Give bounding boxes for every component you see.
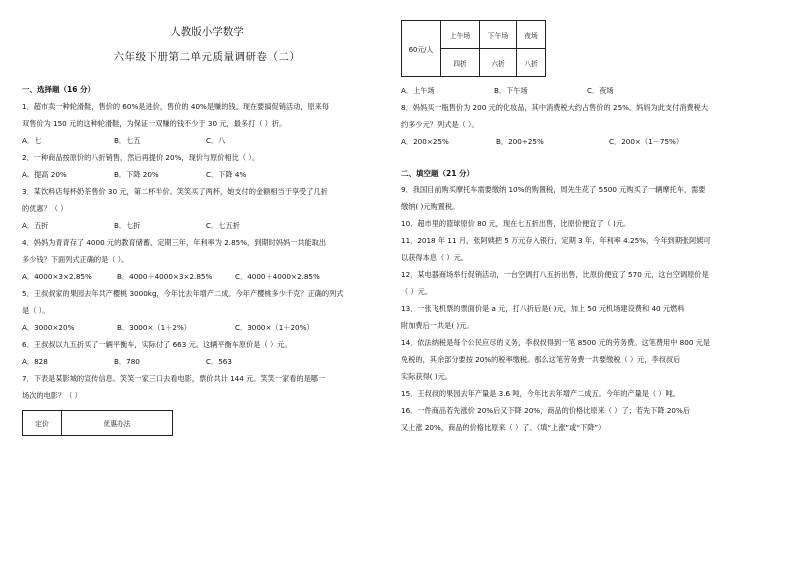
period-morning: 上午场 xyxy=(441,21,480,49)
question-text: 是（ ）。 xyxy=(22,306,50,315)
question-text: 9．我国目前购买摩托车需要缴纳 10%的购置税，周先生花了 5500 元购买了一辆摩托车，需要 xyxy=(401,185,706,194)
question-11 xyxy=(401,232,773,266)
question-text: 11．2018 年 11 月，张阿姨把 5 万元存入银行，定期 3 年，年利率 4.25%，今年到期张阿姨可 xyxy=(401,236,711,245)
question-text: 缴纳( )元购置税。 xyxy=(401,202,460,211)
cinema-price-table xyxy=(401,20,546,77)
question-2 xyxy=(22,149,392,183)
question-7-options xyxy=(401,82,773,99)
option-c: C．八 xyxy=(206,136,226,145)
question-10 xyxy=(401,215,773,232)
question-6 xyxy=(22,336,392,370)
question-text: 4．妈妈为青青存了 4000 元的教育储蓄，定期三年，年利率为 2.85%，到期时妈妈一共能取出 xyxy=(22,238,327,247)
question-text: 实际获得( )元。 xyxy=(401,372,453,381)
right-column xyxy=(401,20,773,436)
question-13 xyxy=(401,300,773,334)
question-text: 7．下表是某影城的宣传信息。笑笑一家三口去看电影，票价共计 144 元。笑笑一家看的是哪一 xyxy=(22,374,326,383)
question-text: 12．某电器商场举行促销活动，一台空调打八五折出售，比原价便宜了 570 元，这台空调原价是 xyxy=(401,270,709,279)
question-text: 多少钱？下面列式正确的是（ ）。 xyxy=(22,255,129,264)
option-a: A．上午场 xyxy=(401,86,435,95)
discount-morning: 四折 xyxy=(441,49,480,77)
option-b: B．3000×（1＋2%） xyxy=(117,323,191,332)
option-c: C．3000×（1＋20%） xyxy=(235,323,314,332)
period-night: 夜场 xyxy=(517,21,546,49)
option-c: C．563 xyxy=(206,357,232,366)
question-text: 2．一种商品按原价的八折销售，然后再提价 20%，现价与原价相比（ ）。 xyxy=(22,153,260,162)
option-a: A．828 xyxy=(22,357,48,366)
question-text: 免税的，其余部分要按 20%的税率缴税。那么这笔劳务费一共要缴税（ ）元，李叔叔后 xyxy=(401,355,681,364)
question-16 xyxy=(401,402,773,436)
question-text: 15．王叔叔的果园去年产量是 3.6 吨，今年比去年增产二成五。今年的产量是（ ）吨。 xyxy=(401,389,680,398)
question-text: 16．一件商品若先涨价 20%后又下降 20%，商品的价格比原来（ ）了；若先下降 20%后 xyxy=(401,406,691,415)
options xyxy=(22,353,392,370)
question-3 xyxy=(22,183,392,234)
question-text: （ ）元。 xyxy=(401,287,433,296)
question-15 xyxy=(401,385,773,402)
question-text: 1．超市卖一种轮滑鞋，售价的 60%是进价，售价的 40%是赚的钱。现在要搞促销活动，原来每 xyxy=(22,102,330,111)
option-c: C．夜场 xyxy=(587,86,614,95)
options xyxy=(401,133,773,150)
question-text: 6．王叔叔以九五折买了一辆平衡车，实际付了 663 元。这辆平衡车原价是（ ）元。 xyxy=(22,340,292,349)
option-b: B．下降 20% xyxy=(114,170,159,179)
option-a: A．七 xyxy=(22,136,42,145)
option-b: B．200÷25% xyxy=(496,137,544,146)
question-text: 14．依法纳税是每个公民应尽的义务，李叔叔得到一笔 8500 元的劳务费。这笔费用中 800 元是 xyxy=(401,338,711,347)
question-text: 13．一张飞机票的票面价是 a 元，打八折后是( )元，加上 50 元机场建设费和 40 元燃料 xyxy=(401,304,685,313)
question-1 xyxy=(22,98,392,149)
exam-title: 六年级下册第二单元质量调研卷（二） xyxy=(113,51,301,63)
option-c: C．200×（1－75%） xyxy=(609,137,684,146)
question-text: 以获得本息（ ）元。 xyxy=(401,253,468,262)
option-a: A．3000×20% xyxy=(22,323,75,332)
option-a: A．五折 xyxy=(22,221,49,230)
section-fill-title: 二、填空题（21 分） xyxy=(401,169,475,178)
table-header-discount: 优惠办法 xyxy=(62,411,173,436)
options xyxy=(22,132,392,149)
period-afternoon: 下午场 xyxy=(480,21,517,49)
question-text: 场次的电影？（ ） xyxy=(22,391,82,400)
table-header-price: 定价 xyxy=(23,411,62,436)
question-text: 的优惠？（ ） xyxy=(22,204,68,213)
question-7 xyxy=(22,370,392,436)
question-text: 10．超市里的篮球原价 80 元，现在七五折出售，比原价便宜了（ )元。 xyxy=(401,219,631,228)
option-c: C．七五折 xyxy=(206,221,240,230)
option-a: A．提高 20% xyxy=(22,170,67,179)
question-14 xyxy=(401,334,773,385)
question-text: 3．某饮料店每杯奶茶售价 30 元，第二杯半价。笑笑买了两杯，她支付的金额相当于享受了几折 xyxy=(22,187,328,196)
option-a: A．4000×3×2.85% xyxy=(22,272,92,281)
option-c: C．下降 4% xyxy=(206,170,247,179)
options xyxy=(22,217,392,234)
discount-night: 八折 xyxy=(517,49,546,77)
option-b: B．780 xyxy=(114,357,140,366)
options xyxy=(22,268,392,285)
question-text: 又上涨 20%，商品的价格比原来（ ）了。（填“上涨”或“下降”） xyxy=(401,423,606,432)
options xyxy=(22,166,392,183)
option-c: C．4000＋4000×2.85% xyxy=(235,272,320,281)
question-text: 双售价为 150 元的这种轮滑鞋，为保证一双赚的钱不少于 30 元，最多打（ ）折。 xyxy=(22,119,287,128)
option-a: A．200×25% xyxy=(401,137,449,146)
option-b: B．七五 xyxy=(114,136,141,145)
question-text: 约多少元？列式是（ ）。 xyxy=(401,120,479,129)
option-b: B．4000＋4000×3×2.85% xyxy=(117,272,213,281)
question-text: 8．妈妈买一瓶售价为 200 元的化妆品，其中消费税大约占售价的 25%。妈妈为此支付消费税大 xyxy=(401,103,709,112)
question-text: 5．王叔叔家的果园去年共产樱桃 3000kg，今年比去年增产二成。今年产樱桃多少千克？正确的列式 xyxy=(22,289,344,298)
option-b: B．七折 xyxy=(114,221,141,230)
section-choice-title: 一、选择题（16 分） xyxy=(22,85,96,94)
left-column xyxy=(22,22,392,436)
question-8 xyxy=(401,99,773,150)
question-9 xyxy=(401,181,773,215)
question-5 xyxy=(22,285,392,336)
question-12 xyxy=(401,266,773,300)
options xyxy=(22,319,392,336)
exam-series-title: 人教版小学数学 xyxy=(170,26,244,38)
question-text: 附加费后一共是( )元。 xyxy=(401,321,474,330)
question-4 xyxy=(22,234,392,285)
option-b: B．下午场 xyxy=(494,86,528,95)
cinema-offer-table-header xyxy=(22,410,173,436)
discount-afternoon: 六折 xyxy=(480,49,517,77)
price-cell: 60元/人 xyxy=(402,21,441,77)
